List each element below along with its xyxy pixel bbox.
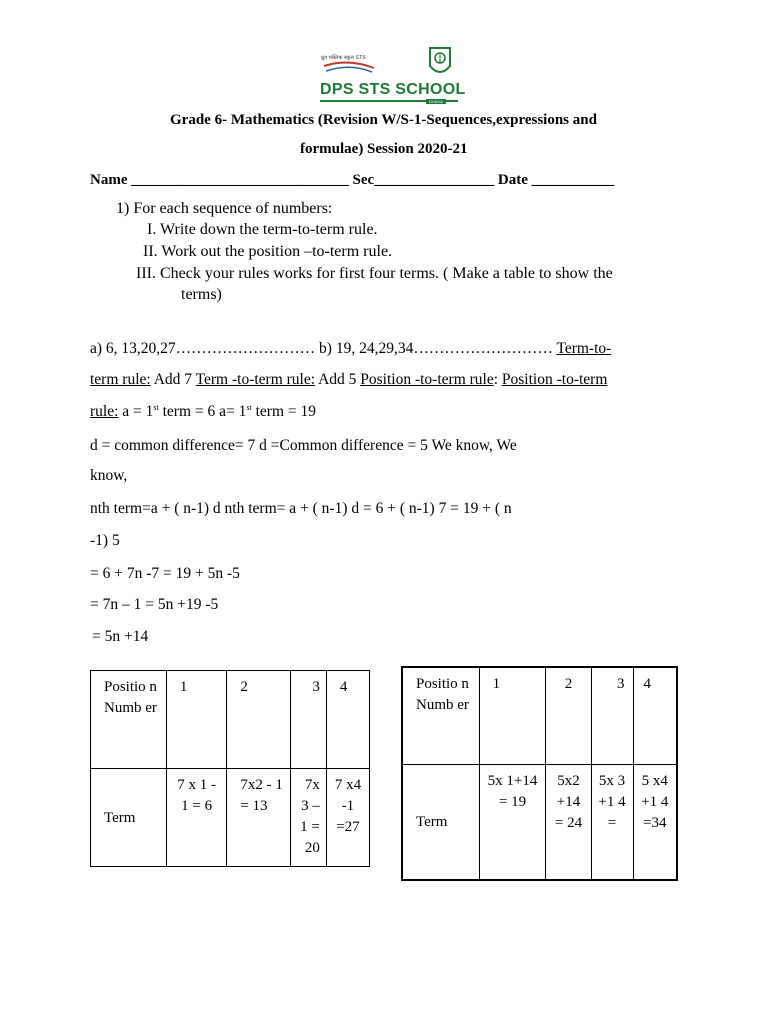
position-to-term-label-a: Position -to-term rule	[360, 371, 494, 388]
sequences-text: a) 6, 13,20,27……………………… b) 19, 24,29,34………………………	[90, 340, 557, 357]
table-cell: 1	[479, 667, 546, 764]
table-cell: 7 x4 -1 =27	[326, 769, 369, 867]
superscript-st-1: st	[153, 402, 159, 412]
logo-city: DHAKA	[426, 99, 446, 104]
worksheet-title-line2: formulae) Session 2020-21	[300, 141, 468, 157]
table-cell: 2	[227, 671, 291, 769]
rule-label: rule:	[90, 403, 119, 420]
position-to-term-label-b: Position -to-term	[501, 371, 608, 388]
first-term-a-text: a = 1	[118, 403, 154, 420]
solution-line-9: = 7n – 1 = 5n +19 -5	[90, 596, 219, 613]
question-intro: 1) For each sequence of numbers:	[116, 200, 333, 217]
solution-line-3	[90, 403, 316, 421]
table-cell: Term	[402, 764, 479, 880]
table-row	[91, 769, 370, 867]
table-cell: 5x 1+14 = 19	[479, 764, 546, 880]
term-to-term-label-a: Term-to-	[556, 340, 612, 357]
table-sequence-a	[90, 670, 370, 867]
table-cell: 5 x4 +1 4 =34	[633, 764, 677, 880]
table-row	[402, 764, 677, 880]
add-7-text: Add 7	[150, 371, 196, 388]
term-rule-label: term rule:	[90, 371, 151, 388]
table-row	[402, 667, 677, 764]
school-logo	[318, 44, 466, 104]
table-row	[91, 671, 370, 769]
solution-line-10: = 5n +14	[92, 628, 149, 645]
table-cell: 1	[166, 671, 226, 769]
superscript-st-2: st	[246, 402, 252, 412]
table-cell: 3	[591, 667, 633, 764]
table-cell: 5x 3 +1 4 =	[591, 764, 633, 880]
table-cell: 4	[633, 667, 677, 764]
question-item-3: III. Check your rules works for first four terms. ( Make a table to show the	[136, 265, 613, 282]
first-term-b-text: term = 6 a= 1	[158, 403, 247, 420]
table-cell: 7 x 1 - 1 = 6	[166, 769, 226, 867]
table-cell: 5x2 +14 = 24	[546, 764, 591, 880]
solution-line-2	[90, 371, 607, 389]
worksheet-title-line1: Grade 6- Mathematics (Revision W/S-1-Sequences,expressions and	[170, 112, 597, 128]
colon-text: :	[493, 371, 502, 388]
table-cell: Positio n Numb er	[91, 671, 167, 769]
table-cell: 3	[291, 671, 327, 769]
question-item-1: I. Write down the term-to-term rule.	[147, 221, 378, 238]
solution-line-1	[90, 340, 611, 358]
solution-line-5: know,	[90, 467, 128, 484]
logo-school-name: DPS STS SCHOOL	[320, 81, 466, 98]
table-cell: Positio n Numb er	[402, 667, 479, 764]
first-term-c-text: term = 19	[251, 403, 317, 420]
table-cell: Term	[91, 769, 167, 867]
solution-line-6: nth term=a + ( n-1) d nth term= a + ( n-1) d = 6 + ( n-1) 7 = 19 + ( n	[90, 500, 512, 517]
question-item-2: II. Work out the position –to-term rule.	[143, 243, 393, 260]
table-cell: 4	[326, 671, 369, 769]
solution-line-8: = 6 + 7n -7 = 19 + 5n -5	[90, 565, 240, 582]
term-to-term-label-b: Term -to-term rule:	[195, 371, 316, 388]
table-cell: 7x 3 – 1 = 20	[291, 769, 327, 867]
table-cell: 2	[546, 667, 591, 764]
solution-line-7: -1) 5	[90, 532, 120, 549]
solution-line-4: d = common difference= 7 d =Common difference = 5 We know, We	[90, 437, 517, 454]
add-5-text: Add 5	[315, 371, 361, 388]
question-item-3-cont: terms)	[181, 286, 222, 303]
table-cell: 7x2 - 1 = 13	[227, 769, 291, 867]
logo-small-text: ध्रुव पब्लिक स्कूल STS	[321, 55, 366, 61]
name-sec-date-line: Name _____________________________ Sec________________ Date ___________	[90, 172, 615, 188]
table-sequence-b	[401, 666, 678, 881]
